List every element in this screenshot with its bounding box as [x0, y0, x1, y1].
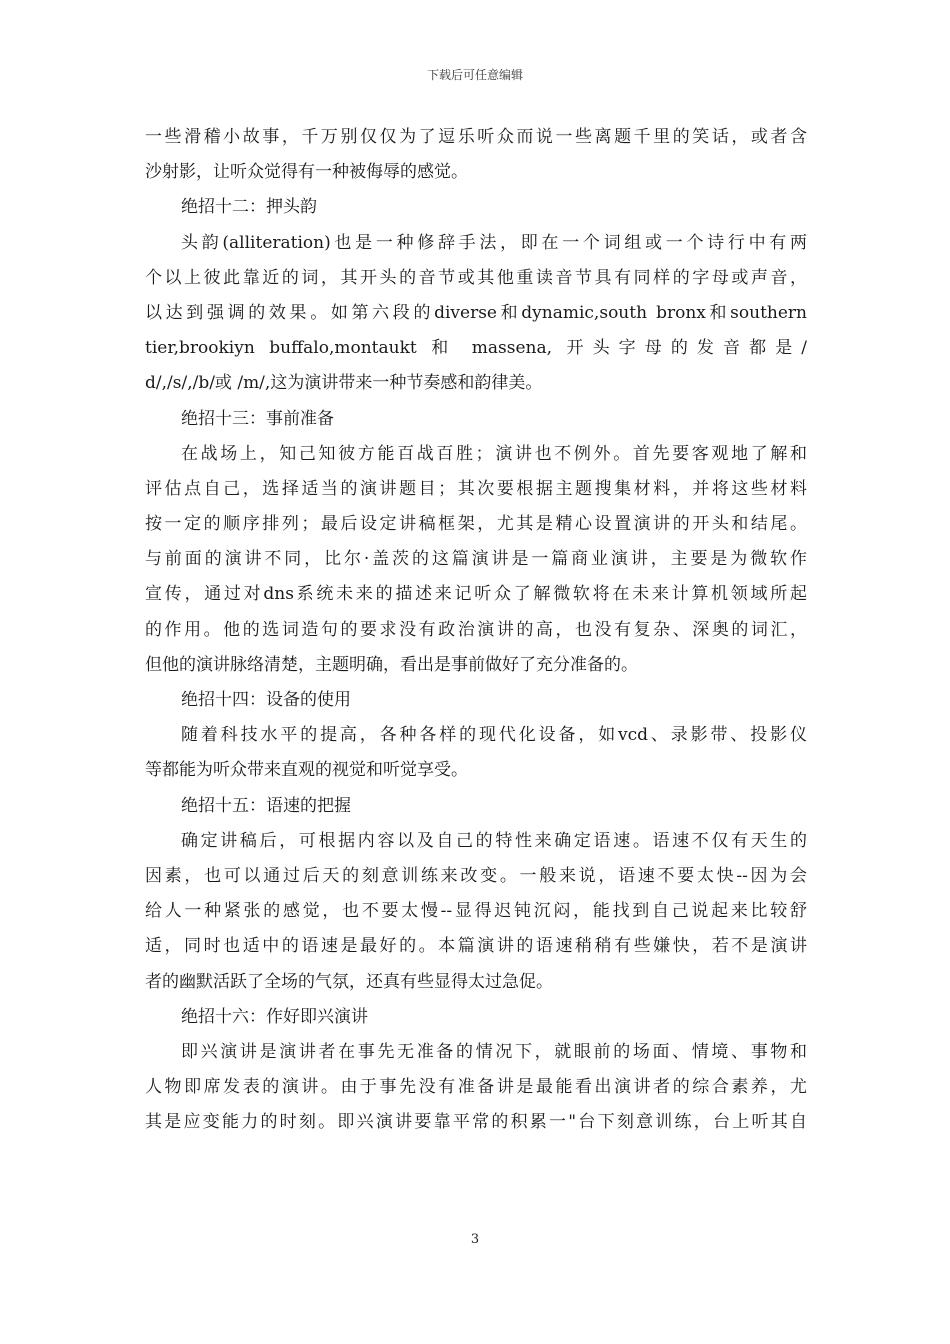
section-heading: 绝招十三：事前准备	[181, 408, 334, 429]
body-line: 但他的演讲脉络清楚，主题明确，看出是事前做好了充分准备的。	[145, 654, 638, 675]
body-line: 评估点自己，选择适当的演讲题目；其次要根据主题搜集材料，并将这些材料	[145, 478, 807, 499]
body-line: 确定讲稿后，可根据内容以及自己的特性来确定语速。语速不仅有天生的	[181, 830, 807, 851]
page-number: 3	[470, 1232, 480, 1247]
body-line: 宣传，通过对dns系统未来的描述来记听众了解微软将在未来计算机领域所起	[145, 584, 807, 605]
body-line: 以达到强调的效果。如第六段的diverse和dynamic,south bronx和southern	[145, 302, 807, 323]
body-line: 与前面的演讲不同，比尔·盖茨的这篇演讲是一篇商业演讲，主要是为微软作	[145, 549, 807, 570]
body-line: d/,/s/,/b/或 /m/,这为演讲带来一种节奏感和韵律美。	[145, 373, 543, 394]
body-line: 头韵(alliteration)也是一种修辞手法，即在一个词组或一个诗行中有两	[181, 232, 807, 253]
body-line: 者的幽默活跃了全场的气氛，还真有些显得太过急促。	[145, 971, 553, 992]
body-line: 一些滑稽小故事，千万别仅仅为了逗乐听众而说一些离题千里的笑话，或者含	[145, 127, 807, 147]
section-heading: 绝招十四：设备的使用	[181, 690, 351, 710]
body-line: 随着科技水平的提高，各种各样的现代化设备，如vcd、录影带、投影仪	[181, 725, 807, 746]
body-line: 在战场上，知己知彼方能百战百胜；演讲也不例外。首先要客观地了解和	[181, 443, 807, 464]
body-line: 人物即席发表的演讲。由于事先没有准备讲是最能看出演讲者的综合素养，尤	[145, 1077, 807, 1098]
body-line: 的作用。他的选词造句的要求没有政治演讲的高，也没有复杂、深奥的词汇，	[145, 619, 807, 640]
section-heading: 绝招十二：押头韵	[181, 197, 317, 218]
body-line: 沙射影，让听众觉得有一种被侮辱的感觉。	[145, 162, 468, 183]
section-heading: 绝招十五：语速的把握	[181, 795, 351, 816]
body-line: 即兴演讲是演讲者在事先无准备的情况下，就眼前的场面、情境、事物和	[181, 1041, 807, 1062]
body-line: 等都能为听众带来直观的视觉和听觉享受。	[145, 760, 468, 781]
body-line: tier,brookiyn buffalo,montaukt 和 massena, 开头字母的发音都是/	[145, 338, 807, 359]
body-line: 适，同时也适中的语速是最好的。本篇演讲的语速稍稍有些嫌快，若不是演讲	[145, 936, 807, 957]
body-line: 因素，也可以通过后天的刻意训练来改变。一般来说，语速不要太快--因为会	[145, 865, 807, 886]
body-line: 其是应变能力的时刻。即兴演讲要靠平常的积累一"台下刻意训练，台上听其自	[145, 1112, 807, 1133]
body-line: 给人一种紧张的感觉，也不要太慢--显得迟钝沉闷，能找到自己说起来比较舒	[145, 901, 807, 922]
body-line: 个以上彼此靠近的词，其开头的音节或其他重读音节具有同样的字母或声音，	[145, 267, 807, 288]
section-heading: 绝招十六：作好即兴演讲	[181, 1006, 368, 1027]
page-header: 下载后可任意编辑	[426, 68, 523, 82]
document-body	[145, 120, 807, 1140]
body-line: 按一定的顺序排列；最后设定讲稿框架，尤其是精心设置演讲的开头和结尾。	[145, 514, 807, 535]
